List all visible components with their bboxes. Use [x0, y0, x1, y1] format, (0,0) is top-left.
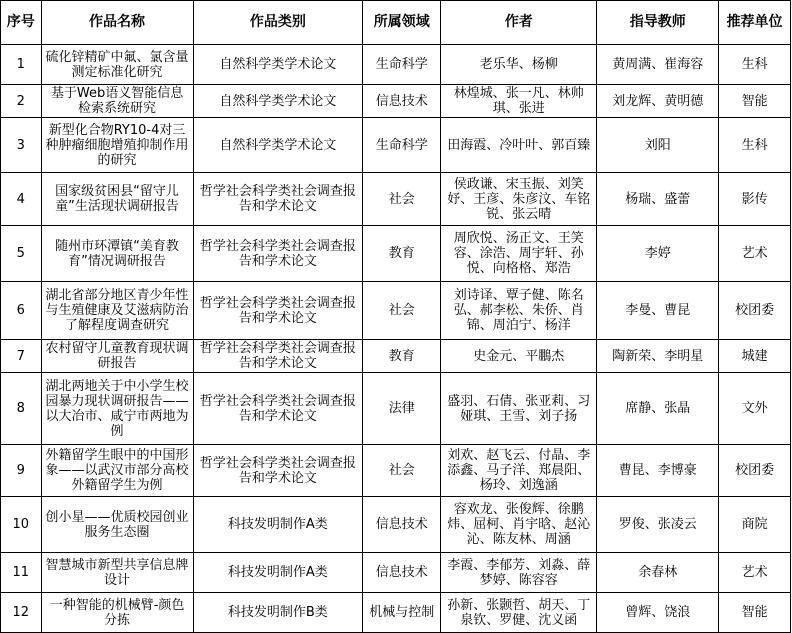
table-row: [1, 445, 791, 497]
table-row: [1, 282, 791, 340]
cell-unit: 商院: [719, 497, 791, 553]
cell-unit: 艺术: [719, 553, 791, 593]
cell-field: 生命科学: [363, 45, 441, 85]
cell-no: 7: [1, 340, 42, 373]
cell-unit: 生科: [719, 45, 791, 85]
table-row: [1, 226, 791, 282]
table-row: [1, 118, 791, 173]
cell-no: 9: [1, 445, 42, 497]
cell-authors: 老乐华、杨柳: [441, 45, 597, 85]
cell-no: 6: [1, 282, 42, 340]
cell-field: 教育: [363, 340, 441, 373]
header-no: 序号: [1, 1, 42, 45]
cell-authors: 侯政谦、宋玉振、刘笑妤、王彦、朱彦汶、车铭锐、张云晴: [441, 173, 597, 226]
cell-advisors: 席静、张晶: [597, 373, 719, 445]
cell-unit: 智能: [719, 85, 791, 118]
cell-category: 哲学社会科学类社会调查报告和学术论文: [193, 282, 363, 340]
cell-advisors: 杨瑞、盛蕾: [597, 173, 719, 226]
cell-advisors: 刘阳: [597, 118, 719, 173]
cell-title: 创小星——优质校园创业服务生态圈: [41, 497, 193, 553]
cell-category: 哲学社会科学类社会调查报告和学术论文: [193, 445, 363, 497]
cell-authors: 盛羽、石倩、张亚莉、习娅琪、王雪、刘子扬: [441, 373, 597, 445]
cell-authors: 田海霞、冷叶叶、郭百臻: [441, 118, 597, 173]
cell-field: 教育: [363, 226, 441, 282]
header-advisors: 指导教师: [597, 1, 719, 45]
cell-authors: 林煌城、张一凡、林帅琪、张进: [441, 85, 597, 118]
cell-title: 国家级贫困县“留守儿童”生活现状调研报告: [41, 173, 193, 226]
cell-advisors: 余春林: [597, 553, 719, 593]
table-body: [1, 45, 791, 633]
cell-authors: 刘欢、赵飞云、付晶、李添鑫、马子洋、郑晨阳、杨玲、刘逸涵: [441, 445, 597, 497]
cell-authors: 李霞、李郁芳、刘淼、薛梦婷、陈容容: [441, 553, 597, 593]
cell-no: 3: [1, 118, 42, 173]
cell-advisors: 陶新荣、李明星: [597, 340, 719, 373]
cell-unit: 艺术: [719, 226, 791, 282]
cell-unit: 影传: [719, 173, 791, 226]
table-row: [1, 497, 791, 553]
cell-field: 社会: [363, 445, 441, 497]
cell-unit: 生科: [719, 118, 791, 173]
cell-category: 哲学社会科学类社会调查报告和学术论文: [193, 340, 363, 373]
cell-advisors: 黄周满、崔海容: [597, 45, 719, 85]
cell-advisors: 罗俊、张凌云: [597, 497, 719, 553]
cell-advisors: 刘龙辉、黄明德: [597, 85, 719, 118]
header-unit: 推荐单位: [719, 1, 791, 45]
cell-unit: 文外: [719, 373, 791, 445]
cell-category: 自然科学类学术论文: [193, 45, 363, 85]
table-row: [1, 173, 791, 226]
cell-title: 湖北省部分地区青少年性与生殖健康及艾滋病防治了解程度调查研究: [41, 282, 193, 340]
cell-unit: 校团委: [719, 445, 791, 497]
cell-authors: 史金元、平鵬杰: [441, 340, 597, 373]
cell-category: 哲学社会科学类社会调查报告和学术论文: [193, 226, 363, 282]
cell-authors: 刘诗译、覃子健、陈名弘、郝李松、朱侨、肖锦、周泊宁、杨洋: [441, 282, 597, 340]
cell-authors: 周欣悦、汤正文、王笑容、涂浩、周宇轩、孙悦、向格格、郑浩: [441, 226, 597, 282]
cell-no: 10: [1, 497, 42, 553]
header-row: [1, 1, 791, 45]
cell-advisors: 李曼、曹昆: [597, 282, 719, 340]
header-title: 作品名称: [41, 1, 193, 45]
cell-no: 8: [1, 373, 42, 445]
cell-title: 新型化合物RY10-4对三种肿瘤细胞增殖抑制作用的研究: [41, 118, 193, 173]
cell-category: 自然科学类学术论文: [193, 85, 363, 118]
cell-authors: 孙新、张颢哲、胡天、丁泉钦、罗健、沈义函: [441, 593, 597, 633]
cell-title: 湖北两地关于中小学生校园暴力现状调研报告——以大冶市、咸宁市两地为例: [41, 373, 193, 445]
cell-unit: 校团委: [719, 282, 791, 340]
cell-no: 12: [1, 593, 42, 633]
table-row: [1, 45, 791, 85]
cell-no: 2: [1, 85, 42, 118]
cell-advisors: 曹昆、李博豪: [597, 445, 719, 497]
table-row: [1, 340, 791, 373]
cell-category: 科技发明制作B类: [193, 593, 363, 633]
header-field: 所属领域: [363, 1, 441, 45]
table-row: [1, 593, 791, 633]
cell-category: 科技发明制作A类: [193, 497, 363, 553]
cell-title: 农村留守儿童教育现状调研报告: [41, 340, 193, 373]
cell-title: 一种智能的机械臂-颜色分拣: [41, 593, 193, 633]
cell-no: 4: [1, 173, 42, 226]
header-category: 作品类别: [193, 1, 363, 45]
cell-unit: 智能: [719, 593, 791, 633]
cell-no: 5: [1, 226, 42, 282]
cell-field: 信息技术: [363, 497, 441, 553]
cell-title: 随州市环潭镇“美育教育”情况调研报告: [41, 226, 193, 282]
cell-category: 自然科学类学术论文: [193, 118, 363, 173]
cell-category: 哲学社会科学类社会调查报告和学术论文: [193, 173, 363, 226]
cell-field: 信息技术: [363, 553, 441, 593]
cell-field: 生命科学: [363, 118, 441, 173]
cell-title: 外籍留学生眼中的中国形象——以武汉市部分高校外籍留学生为例: [41, 445, 193, 497]
cell-advisors: 曾辉、饶浪: [597, 593, 719, 633]
table-row: [1, 373, 791, 445]
cell-advisors: 李婷: [597, 226, 719, 282]
cell-title: 硫化锌精矿中氟、氯含量测定标准化研究: [41, 45, 193, 85]
cell-field: 信息技术: [363, 85, 441, 118]
cell-authors: 容欢龙、张俊辉、徐鹏炜、屈柯、肖宇晗、赵沁沁、陈友林、周涵: [441, 497, 597, 553]
cell-field: 法律: [363, 373, 441, 445]
table-row: [1, 85, 791, 118]
cell-title: 智慧城市新型共享信息牌设计: [41, 553, 193, 593]
cell-category: 科技发明制作A类: [193, 553, 363, 593]
cell-no: 1: [1, 45, 42, 85]
header-authors: 作者: [441, 1, 597, 45]
cell-no: 11: [1, 553, 42, 593]
cell-title: 基于Web语义智能信息检索系统研究: [41, 85, 193, 118]
cell-unit: 城建: [719, 340, 791, 373]
cell-field: 机械与控制: [363, 593, 441, 633]
cell-field: 社会: [363, 282, 441, 340]
cell-category: 哲学社会科学类社会调查报告和学术论文: [193, 373, 363, 445]
table-row: [1, 553, 791, 593]
cell-field: 社会: [363, 173, 441, 226]
